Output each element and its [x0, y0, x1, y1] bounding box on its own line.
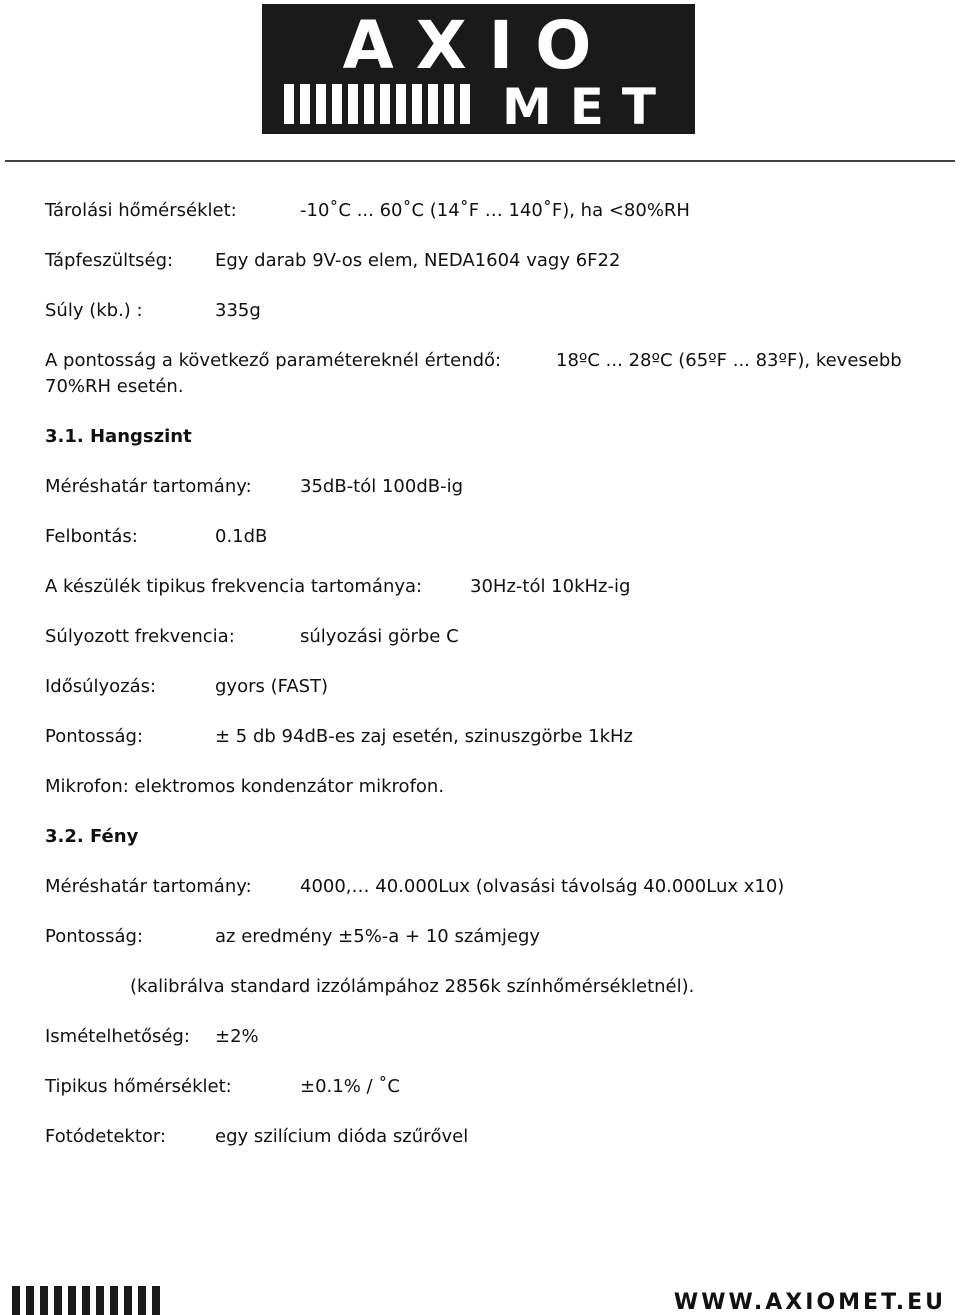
calibration-note: (kalibrálva standard izzólámpához 2856k színhőmérsékletnél). — [130, 976, 695, 997]
photodetector-label: Fotódetektor: — [45, 1126, 167, 1147]
section-heading-sound: 3.1. Hangszint — [45, 426, 192, 447]
sound-range-value: 35dB-tól 100dB-ig — [300, 476, 464, 497]
header-divider — [5, 160, 955, 162]
repeatability-value: ±2% — [215, 1026, 259, 1047]
power-value: Egy darab 9V-os elem, NEDA1604 vagy 6F22 — [215, 250, 621, 271]
light-accuracy-label: Pontosság: — [45, 926, 143, 947]
footer-bars-decoration — [12, 1286, 160, 1315]
repeatability-label: Ismételhetőség: — [45, 1026, 190, 1047]
light-accuracy-value: az eredmény ±5%-a + 10 számjegy — [215, 926, 541, 947]
power-label: Tápfeszültség: — [45, 250, 174, 271]
time-weighting-label: Idősúlyozás: — [45, 676, 157, 697]
frequency-range-label: A készülék tipikus frekvencia tartománya: — [45, 576, 423, 597]
axiomet-logo — [262, 4, 695, 134]
sound-accuracy-label: Pontosság: — [45, 726, 143, 747]
weight-value: 335g — [215, 300, 261, 321]
section-heading-light: 3.2. Fény — [45, 826, 139, 847]
weight-label: Súly (kb.) : — [45, 300, 143, 321]
typical-temp-label: Tipikus hőmérséklet: — [45, 1076, 232, 1097]
time-weighting-value: gyors (FAST) — [215, 676, 329, 697]
resolution-value: 0.1dB — [215, 526, 268, 547]
accuracy-conditions-continued: 70%RH esetén. — [45, 376, 184, 397]
accuracy-conditions-value: 18ºC ... 28ºC (65ºF ... 83ºF), kevesebb — [556, 350, 902, 371]
weighting-value: súlyozási görbe C — [300, 626, 459, 647]
photodetector-value: egy szilícium dióda szűrővel — [215, 1126, 469, 1147]
logo-bottom-text: MET — [501, 78, 675, 134]
sound-accuracy-value: ± 5 db 94dB-es zaj esetén, szinuszgörbe 1kHz — [215, 726, 633, 747]
resolution-label: Felbontás: — [45, 526, 138, 547]
accuracy-conditions-label: A pontosság a következő paramétereknél értendő: — [45, 350, 502, 371]
logo-top-text: AXIO — [342, 7, 614, 84]
sound-range-label: Méréshatár tartomány: — [45, 476, 252, 497]
footer-url: WWW.AXIOMET.EU — [673, 1290, 946, 1315]
frequency-range-value: 30Hz-tól 10kHz-ig — [470, 576, 631, 597]
typical-temp-value: ±0.1% / ˚C — [300, 1076, 400, 1097]
storage-temp-value: -10˚C ... 60˚C (14˚F … 140˚F), ha <80%RH — [300, 200, 690, 221]
weighting-label: Súlyozott frekvencia: — [45, 626, 235, 647]
light-range-label: Méréshatár tartomány: — [45, 876, 252, 897]
storage-temp-label: Tárolási hőmérséklet: — [45, 200, 237, 221]
light-range-value: 4000,… 40.000Lux (olvasási távolság 40.000Lux x10) — [300, 876, 785, 897]
microphone-text: Mikrofon: elektromos kondenzátor mikrofon. — [45, 776, 445, 797]
